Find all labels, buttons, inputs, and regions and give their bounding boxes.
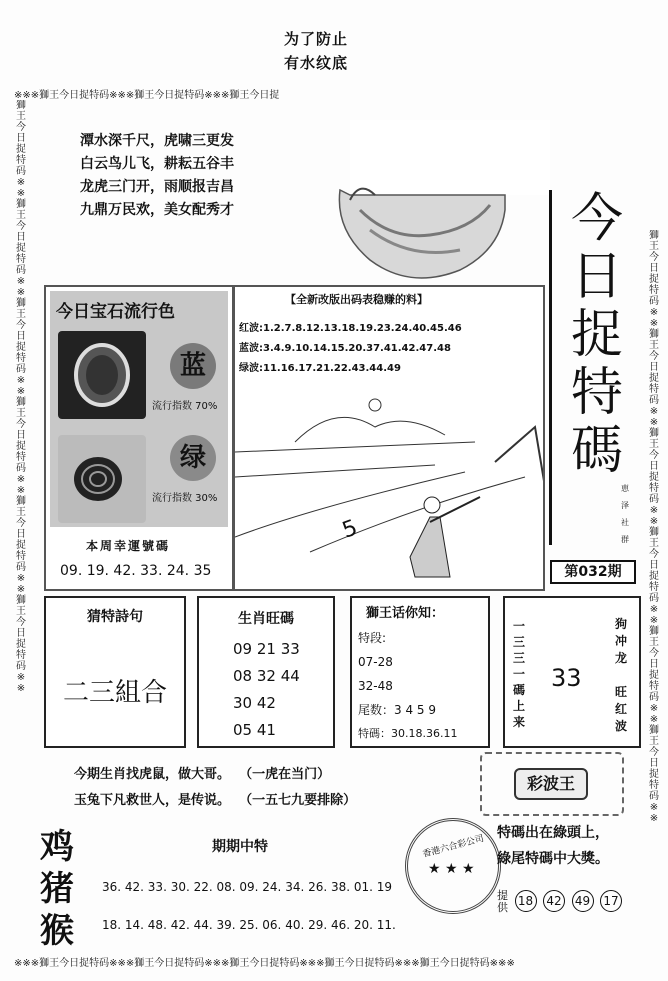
scene-drawing xyxy=(235,387,543,587)
title-char: 捉 xyxy=(570,305,623,365)
top-border: ※※※獅王今日捉特码※※※獅王今日捉特码※※※獅王今日捉 xyxy=(14,90,280,101)
blue-wave: 蓝波:3.4.9.10.14.15.20.37.41.42.47.48 xyxy=(239,343,451,354)
guess-text: 二三組合 xyxy=(62,678,167,708)
poem-line: 龙虎三门开，雨顺报吉昌 xyxy=(80,179,234,195)
zodiac-row: 09 21 33 xyxy=(233,640,300,658)
zodiac-row: 05 41 xyxy=(233,721,276,739)
lion-illustration xyxy=(320,120,550,290)
title-char: 日 xyxy=(570,247,623,307)
drawing-number: 5 xyxy=(339,515,361,544)
provide-row xyxy=(497,890,625,914)
stamp-text: 香港六合彩公司 xyxy=(421,833,486,860)
zodiac-row: 30 42 xyxy=(233,694,276,712)
lion-item: 特碼：30.18.36.11 xyxy=(358,727,458,740)
title-char: 特 xyxy=(570,363,623,423)
provide-number: 17 xyxy=(600,890,622,912)
bottom-row-2: 18. 14. 48. 42. 44. 39. 25. 06. 40. 29. 46. 20. 11. xyxy=(102,918,396,932)
header-line-1: 为了防止 xyxy=(284,30,349,48)
blue-index: 流行指数 70% xyxy=(152,401,218,412)
title-bar xyxy=(549,190,552,545)
bottom-title: 期期中特 xyxy=(212,839,268,855)
poem-line: 九鼎万民欢，美女配秀才 xyxy=(80,202,234,218)
lion-item: 尾数：3 4 5 9 xyxy=(358,703,436,717)
provide-number: 49 xyxy=(572,890,594,912)
poem-line: 白云鸟儿飞，耕耘五谷丰 xyxy=(80,156,234,172)
title-text xyxy=(567,190,627,480)
title-char: 今 xyxy=(570,189,623,249)
green-wave: 绿波:11.16.17.21.22.43.44.49 xyxy=(239,363,401,374)
stamp-stars: ★ ★ ★ xyxy=(428,861,475,877)
lion-item: 07-28 xyxy=(358,655,393,669)
vertical-col3: 旺红波 xyxy=(615,685,628,733)
green-index: 流行指数 30% xyxy=(152,493,218,504)
gem-panel xyxy=(44,285,234,591)
lion-item: 特段: xyxy=(358,631,387,645)
title-panel xyxy=(545,190,645,555)
waves-panel xyxy=(233,285,545,591)
lucky-numbers: 09. 19. 42. 33. 24. 35 xyxy=(60,563,212,579)
slogan-line: 綠尾特碼中大獎。 xyxy=(497,851,609,867)
header-line-2: 有水纹底 xyxy=(284,54,349,72)
tag-char: 社 xyxy=(621,518,629,527)
guess-box xyxy=(44,596,186,748)
ring2-image xyxy=(58,435,146,523)
guess-title: 猜特詩句 xyxy=(87,609,143,625)
waves-title: 【全新改版出码表稳赚的料】 xyxy=(285,293,428,306)
provide-label: 提供 xyxy=(497,889,508,914)
right-border: 獅王今日捉特码※※獅王今日捉特码※※獅王今日捉特码※※獅王今日捉特码※※獅王今日捉特码※※獅王今日捉特码※※ xyxy=(649,230,659,824)
slogan xyxy=(497,820,609,872)
bottom-border: ※※※獅王今日捉特码※※※獅王今日捉特码※※※獅王今日捉特码※※※獅王今日捉特码※※※獅王今日捉特码※※※ xyxy=(14,958,515,969)
issue-number: 第032期 xyxy=(550,560,636,584)
zodiac-list xyxy=(233,636,300,744)
tag-char: 群 xyxy=(621,535,629,544)
note-text: 玉兔下凡救世人，是传说。 xyxy=(74,793,231,808)
bottom-row-1: 36. 42. 33. 30. 22. 08. 09. 24. 34. 26. 38. 01. 19 xyxy=(102,880,393,894)
slogan-line: 特碼出在綠頭上， xyxy=(497,825,609,841)
lion-title: 獅王话你知： xyxy=(366,606,445,621)
title-char: 碼 xyxy=(570,421,623,481)
provide-number: 18 xyxy=(515,890,537,912)
vertical-number: 33 xyxy=(551,664,582,692)
lion-box xyxy=(350,596,490,748)
tag-char: 泽 xyxy=(621,501,629,510)
poem xyxy=(80,130,234,222)
zodiac-row: 08 32 44 xyxy=(233,667,300,685)
green-circle: 绿 xyxy=(170,435,216,481)
note-hint: （一虎在当门） xyxy=(239,767,331,782)
provide-number: 42 xyxy=(543,890,565,912)
bottom-animals xyxy=(40,826,74,952)
poem-line: 潭水深千尺，虎啸三更发 xyxy=(80,133,234,149)
vertical-col1: 一三三一碼上来 xyxy=(513,619,526,729)
note-text: 今期生肖找虎鼠，做大哥。 xyxy=(74,767,231,782)
wave-king-badge: 彩波王 xyxy=(514,768,588,800)
zodiac-box xyxy=(197,596,335,748)
lion-item: 32-48 xyxy=(358,679,393,693)
notes xyxy=(74,762,356,814)
tag-char: 恵 xyxy=(621,484,629,493)
company-stamp xyxy=(405,818,501,914)
left-border: 獅王今日捉特码※※獅王今日捉特码※※獅王今日捉特码※※獅王今日捉特码※※獅王今日捉特码※※獅王今日捉特码※※ xyxy=(16,100,26,694)
note-hint: （一五七九要排除） xyxy=(239,793,357,808)
lucky-title: 本周幸運號碼 xyxy=(86,539,171,553)
vertical-col2: 狗冲龙 xyxy=(615,617,628,665)
animal-char: 鸡 xyxy=(40,827,74,867)
red-wave: 红波:1.2.7.8.12.13.18.19.23.24.40.45.46 xyxy=(239,323,462,334)
animal-char: 猪 xyxy=(40,869,74,909)
vertical-box xyxy=(503,596,641,748)
lion-list xyxy=(358,626,457,746)
blue-circle: 蓝 xyxy=(170,343,216,389)
gem-heading: 今日宝石流行色 xyxy=(56,302,175,322)
zodiac-title: 生肖旺碼 xyxy=(238,611,294,627)
wave-king-frame xyxy=(480,752,624,816)
animal-char: 猴 xyxy=(40,911,74,951)
ring-image xyxy=(58,331,146,419)
title-tag xyxy=(621,480,633,548)
